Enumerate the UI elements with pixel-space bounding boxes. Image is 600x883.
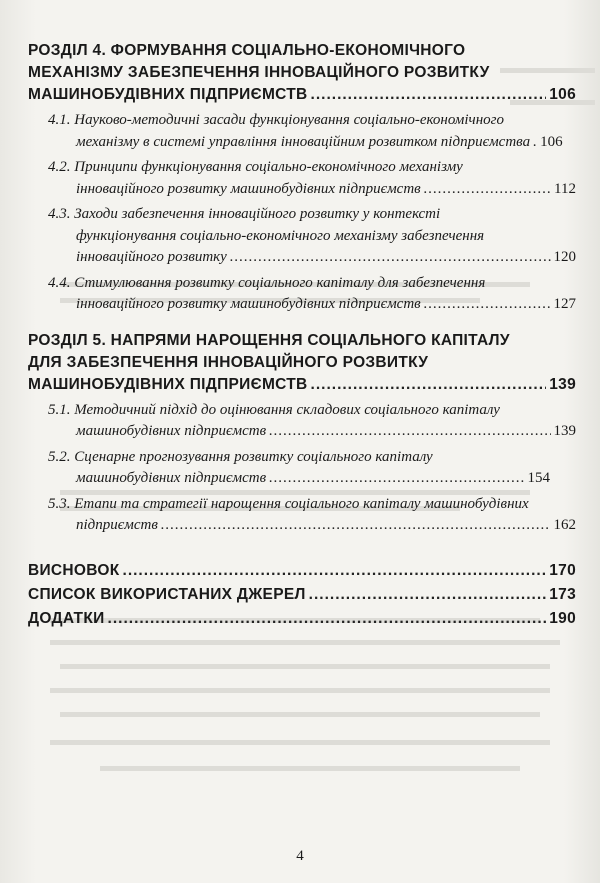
entry-last-line — [48, 468, 576, 490]
dot-leader — [161, 515, 551, 537]
entry-last-line — [48, 515, 576, 537]
entry-text: СПИСОК ВИКОРИСТАНИХ ДЖЕРЕЛ — [28, 585, 306, 603]
entry-page-number: 127 — [553, 296, 576, 312]
dot-leader — [424, 294, 551, 316]
entry-page-number: 112 — [554, 180, 576, 197]
entry-page-number: 170 — [549, 561, 576, 579]
toc-entry-4-4 — [28, 273, 576, 316]
section-page-number: 139 — [549, 375, 576, 393]
section-title-line: МЕХАНІЗМУ ЗАБЕЗПЕЧЕННЯ ІННОВАЦІЙНОГО РОЗВИТКУ — [28, 64, 490, 81]
back-matter — [28, 559, 576, 631]
entry-text: інноваційного розвитку машинобудівних підприємств — [76, 296, 421, 312]
bleed-through-line — [50, 740, 550, 745]
entry-page-number: 139 — [553, 423, 576, 439]
section-title-line: РОЗДІЛ 5. НАПРЯМИ НАРОЩЕННЯ СОЦІАЛЬНОГО КАПІТАЛУ — [28, 331, 510, 349]
entry-last-line — [48, 421, 576, 443]
entry-last-line — [48, 247, 576, 269]
bleed-through-line — [60, 712, 540, 717]
dot-leader — [309, 583, 547, 607]
section-title-text: МАШИНОБУДІВНИХ ПІДПРИЄМСТВ — [28, 375, 308, 393]
entry-text: інноваційного розвитку машинобудівних підприємств — [76, 180, 421, 197]
table-of-contents — [28, 40, 576, 631]
bleed-through-line — [100, 766, 520, 771]
toc-entry-5-2 — [28, 447, 576, 490]
section-page-number: 106 — [549, 86, 576, 103]
dot-leader — [533, 132, 537, 154]
section-title-line: РОЗДІЛ 4. ФОРМУВАННЯ СОЦІАЛЬНО-ЕКОНОМІЧНОГО — [28, 42, 466, 59]
entry-text: інноваційного розвитку — [76, 249, 227, 265]
entry-last-line — [48, 294, 576, 316]
entry-text: ДОДАТКИ — [28, 609, 105, 627]
section-title-last-line — [28, 84, 576, 106]
toc-entry-4-1 — [28, 110, 576, 153]
entry-text: 5.2. Сценарне прогнозування розвитку соціального капіталу — [48, 448, 433, 465]
bleed-through-line — [50, 688, 550, 693]
dot-leader — [269, 421, 550, 443]
dot-leader — [108, 607, 547, 631]
entry-text: 5.3. Етапи та стратегії нарощення соціального капіталу машинобудівних — [48, 495, 529, 512]
section-4-title — [28, 40, 576, 106]
entry-text: механізму в системі управління інноваційним розвитком підприємства — [76, 133, 531, 150]
dot-leader — [424, 179, 551, 201]
entry-text: машинобудівних підприємств — [76, 470, 267, 486]
page-number: 4 — [296, 848, 304, 864]
entry-last-line — [48, 132, 576, 154]
entry-page-number: 190 — [549, 609, 576, 627]
entry-text: 4.3. Заходи забезпечення інноваційного розвитку у контексті — [48, 206, 441, 222]
toc-entry-5-1 — [28, 400, 576, 443]
entry-last-line — [48, 179, 576, 201]
entry-text: 4.2. Принципи функціонування соціально-економічного механізму — [48, 159, 463, 175]
dot-leader — [230, 247, 551, 269]
toc-entry-4-3 — [28, 204, 576, 269]
toc-entry-conclusion — [28, 559, 576, 583]
toc-entry-references — [28, 583, 576, 607]
toc-entry-4-2 — [28, 157, 576, 200]
dot-leader — [123, 559, 547, 583]
entry-text: 5.1. Методичний підхід до оцінювання складових соціального капіталу — [48, 401, 500, 418]
entry-text: функціонування соціально-економічного механізму забезпечення — [76, 227, 485, 244]
entry-page-number: 106 — [540, 133, 563, 150]
entry-text: ВИСНОВОК — [28, 561, 120, 579]
entry-text: 4.1. Науково-методичні засади функціонування соціально-економічного — [48, 112, 504, 128]
section-title-last-line — [28, 374, 576, 396]
bleed-through-line — [60, 664, 550, 669]
entry-text: машинобудівних підприємств — [76, 423, 267, 439]
bleed-through-line — [50, 640, 560, 645]
toc-entry-5-3 — [28, 494, 576, 537]
entry-text: 4.4. Стимулювання розвитку соціального капіталу для забезпечення — [48, 274, 486, 291]
entry-page-number: 120 — [553, 249, 576, 265]
dot-leader — [269, 468, 524, 490]
entry-text: підприємств — [76, 517, 158, 533]
section-5-title — [28, 330, 576, 396]
dot-leader — [311, 84, 547, 106]
entry-page-number: 162 — [553, 517, 576, 533]
dot-leader — [311, 374, 547, 396]
toc-entry-appendices — [28, 607, 576, 631]
section-title-line: ДЛЯ ЗАБЕЗПЕЧЕННЯ ІННОВАЦІЙНОГО РОЗВИТКУ — [28, 353, 429, 371]
entry-page-number: 154 — [527, 470, 550, 486]
section-title-text: МАШИНОБУДІВНИХ ПІДПРИЄМСТВ — [28, 86, 308, 103]
entry-page-number: 173 — [549, 585, 576, 603]
